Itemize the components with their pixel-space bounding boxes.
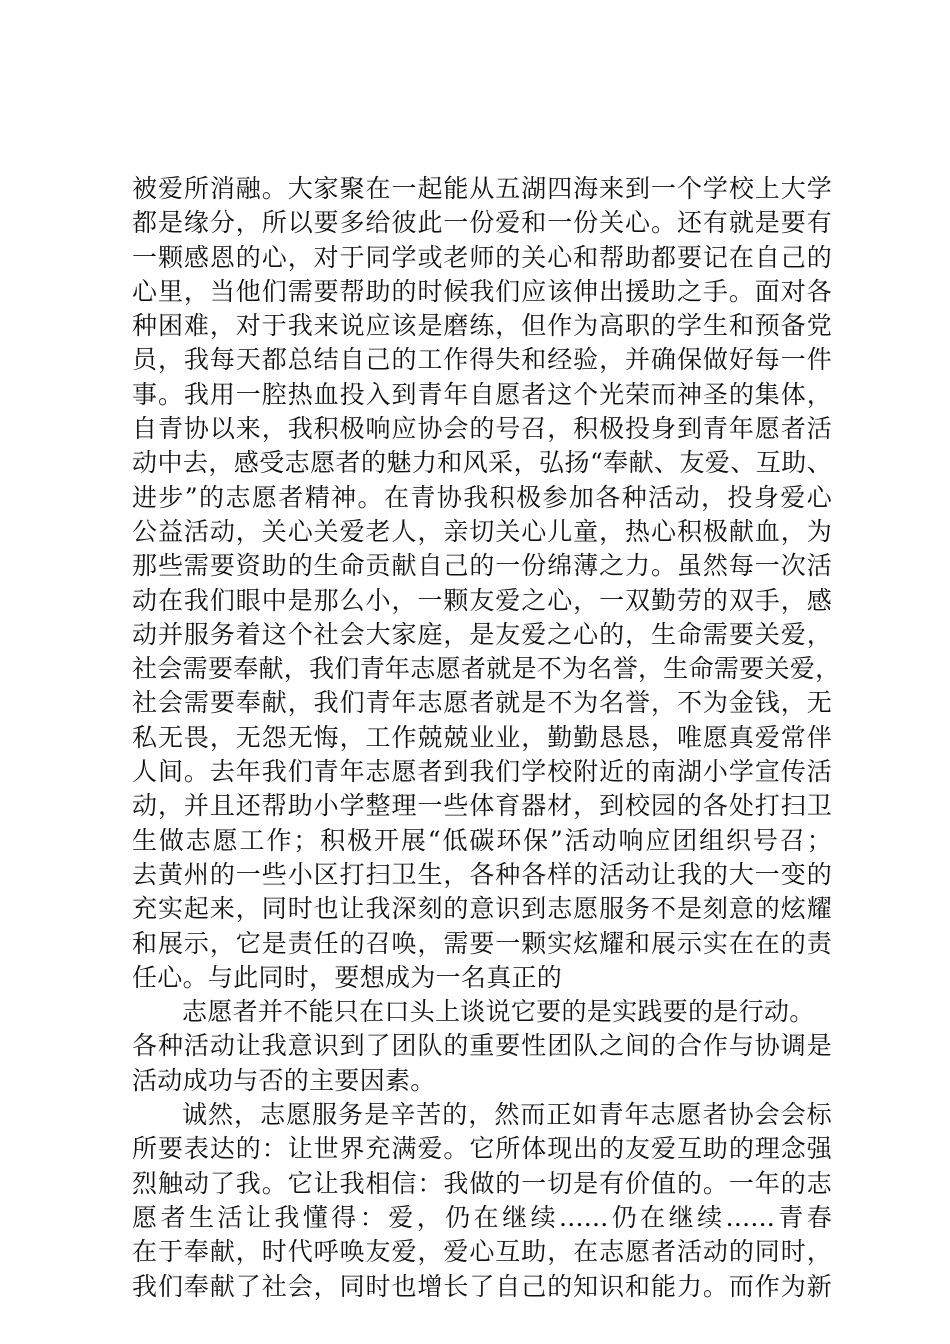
text-line: 充实起来，同时也让我深刻的意识到志愿服务不是刻意的炫耀 — [132, 894, 832, 924]
text-line: 人间。去年我们青年志愿者到我们学校附近的南湖小学宣传活 — [132, 757, 832, 787]
text-line: 员，我每天都总结自己的工作得失和经验，并确保做好每一件 — [132, 345, 832, 375]
text-line: 心里，当他们需要帮助的时候我们应该伸出援助之手。面对各 — [132, 276, 832, 306]
text-line: 那些需要资助的生命贡献自己的一份绵薄之力。虽然每一次活 — [132, 551, 832, 581]
text-line: 社会需要奉献，我们青年志愿者就是不为名誉，生命需要关爱， — [132, 654, 841, 684]
text-line: 去黄州的一些小区打扫卫生，各种各样的活动让我的大一变的 — [132, 859, 832, 889]
text-line: 进步”的志愿者精神。在青协我积极参加各种活动，投身爱心 — [132, 482, 832, 512]
text-line: 动中去，感受志愿者的魅力和风采，弘扬“奉献、友爱、互助、 — [132, 448, 832, 478]
text-line: 被爱所消融。大家聚在一起能从五湖四海来到一个学校上大学 — [132, 174, 832, 203]
text-line: 动并服务着这个社会大家庭，是友爱之心的，生命需要关爱， — [132, 619, 832, 649]
text-line: 志愿者并不能只在口头上谈说它要的是实践要的是行动。 — [182, 997, 815, 1027]
text-line: 在于奉献，时代呼唤友爱，爱心互助，在志愿者活动的同时， — [132, 1237, 832, 1267]
text-line: 一颗感恩的心，对于同学或老师的关心和帮助都要记在自己的 — [132, 242, 832, 272]
text-line: 活动成功与否的主要因素。 — [132, 1065, 436, 1095]
text-line: 愿者生活让我懂得：爱，仍在继续......仍在继续......青春 — [132, 1202, 832, 1232]
text-line: 动，并且还帮助小学整理一些体育器材，到校园的各处打扫卫 — [132, 791, 832, 821]
text-line: 公益活动，关心关爱老人，亲切关心儿童，热心积极献血，为 — [132, 516, 832, 546]
text-line: 事。我用一腔热血投入到青年自愿者这个光荣而神圣的集体， — [132, 379, 832, 409]
text-line: 诚然，志愿服务是辛苦的，然而正如青年志愿者协会会标 — [182, 1100, 832, 1130]
text-line: 自青协以来，我积极响应协会的号召，积极投身到青年愿者活 — [132, 414, 832, 444]
text-line: 社会需要奉献，我们青年志愿者就是不为名誉，不为金钱，无 — [132, 688, 832, 718]
text-line: 我们奉献了社会，同时也增长了自己的知识和能力。而作为新 — [132, 1271, 832, 1301]
text-line: 各种活动让我意识到了团队的重要性团队之间的合作与协调是 — [132, 1031, 832, 1061]
text-line: 生做志愿工作；积极开展“低碳环保”活动响应团组织号召； — [132, 825, 832, 855]
text-line: 私无畏，无怨无悔，工作兢兢业业，勤勤恳恳，唯愿真爱常伴 — [132, 722, 832, 752]
text-line: 所要表达的：让世界充满爱。它所体现出的友爱互助的理念强 — [132, 1134, 832, 1164]
text-line: 任心。与此同时，要想成为一名真正的 — [132, 962, 563, 992]
text-line: 动在我们眼中是那么小，一颗友爱之心，一双勤劳的双手，感 — [132, 585, 832, 615]
text-line: 和展示，它是责任的召唤，需要一颗实炫耀和展示实在在的责 — [132, 928, 832, 958]
text-line: 烈触动了我。它让我相信：我做的一切是有价值的。一年的志 — [132, 1168, 832, 1198]
document-body — [132, 172, 841, 1304]
text-line: 种困难，对于我来说应该是磨练，但作为高职的学生和预备党 — [132, 311, 832, 341]
text-line: 都是缘分，所以要多给彼此一份爱和一份关心。还有就是要有 — [132, 208, 832, 238]
